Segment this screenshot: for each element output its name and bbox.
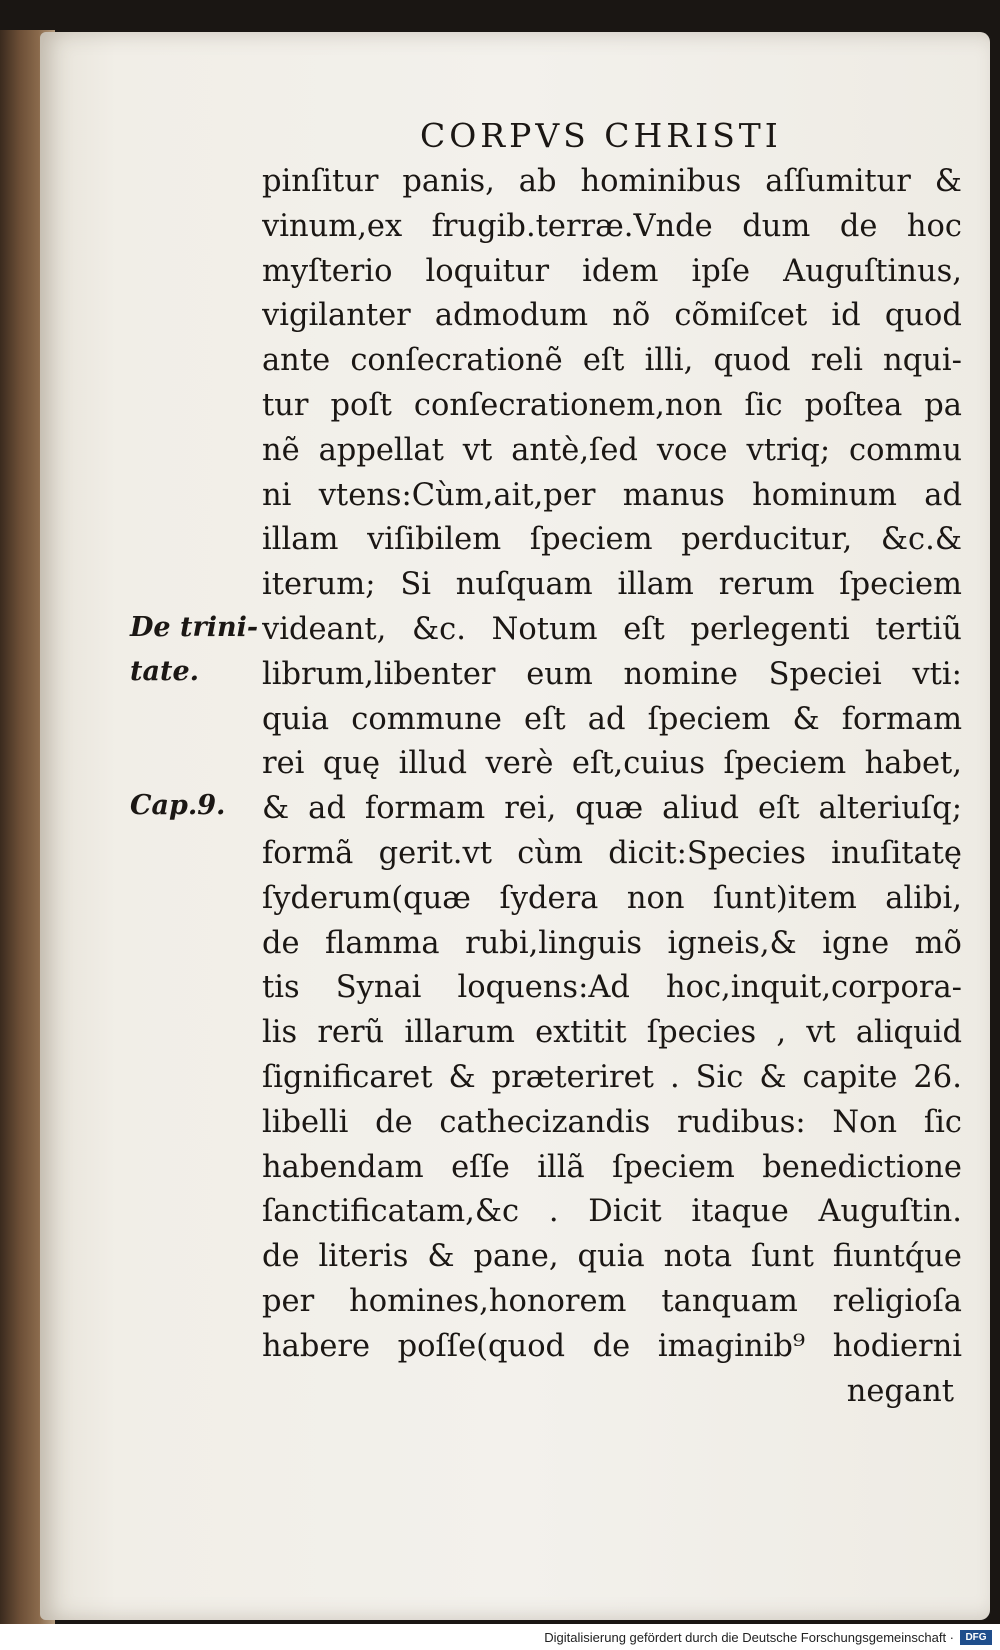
text-line: quia commune eſt ad ſpeciem & formam — [262, 701, 962, 737]
text-line: ſyderum(quæ ſydera non ſunt)item alibi, — [262, 880, 962, 916]
text-line: habere poſſe(quod de imaginib⁹ hodierni — [262, 1328, 962, 1364]
text-line: & ad formam rei, quæ aliud eſt alteriuſq; — [262, 791, 962, 827]
text-line: ſignificaret & præteriret . Sic & capite 26. — [262, 1059, 962, 1095]
text-line: iterum; Si nuſquam illam rerum ſpeciem — [262, 567, 962, 603]
margin-note-chapter: Cap.9. — [130, 790, 226, 821]
text-line: per homines,honorem tanquam religioſa — [262, 1283, 962, 1319]
text-line: tis Synai loquens:Ad hoc,inquit,corpora- — [262, 970, 962, 1006]
text-line: ni vtens:Cùm,ait,per manus hominum ad — [262, 477, 962, 513]
text-line: librum,libenter eum nomine Speciei vti: — [262, 656, 962, 692]
dfg-credit: Digitalisierung gefördert durch die Deutsche Forschungsgemeinschaft · — [544, 1630, 954, 1645]
text-line: de flamma rubi,linguis igneis,& igne mõ — [262, 925, 962, 961]
text-line: ante conſecrationẽ eſt illi, quod reli nqui- — [262, 343, 962, 379]
text-line: illam viſibilem ſpeciem perducitur, &c.& — [262, 522, 962, 558]
text-line: myſterio loquitur idem ipſe Auguſtinus, — [262, 253, 962, 289]
text-line: videant, &c. Notum eſt perlegenti tertiũ — [262, 611, 962, 647]
text-line: habendam eſſe illã ſpeciem benedictione — [262, 1149, 962, 1185]
text-line: tur poſt conſecrationem,non ſic poſtea pa — [262, 387, 962, 423]
text-line: vigilanter admodum nõ cõmiſcet id quod — [262, 298, 962, 334]
text-line: rei quę illud verè eſt,cuius ſpeciem habet, — [262, 746, 962, 782]
running-header: CORPVS CHRISTI — [420, 116, 782, 155]
text-line: formã gerit.vt cùm dicit:Species inuſitatę — [262, 835, 962, 871]
catchword: negant — [846, 1373, 954, 1409]
text-line: pinſitur panis, ab hominibus aſſumitur & — [262, 164, 962, 199]
dfg-logo: DFG — [960, 1630, 992, 1645]
text-line: ſanctificatam,&c . Dicit itaque Auguſtin. — [262, 1194, 962, 1230]
text-line: libelli de cathecizandis rudibus: Non ſic — [262, 1104, 962, 1140]
margin-note-de-trinitate-cont: tate. — [130, 656, 200, 687]
margin-note-de-trinitate: De trini- — [130, 612, 259, 643]
text-line: de literis & pane, quia nota ſunt fiuntq́ue — [262, 1239, 962, 1275]
text-line: lis rerũ illarum extitit ſpecies , vt aliquid — [262, 1015, 962, 1051]
text-line: vinum,ex frugib.terræ.Vnde dum de hoc — [262, 208, 962, 244]
body-text — [262, 160, 962, 1414]
text-line: nẽ appellat vt antè,ſed voce vtriq; commu — [262, 432, 962, 468]
